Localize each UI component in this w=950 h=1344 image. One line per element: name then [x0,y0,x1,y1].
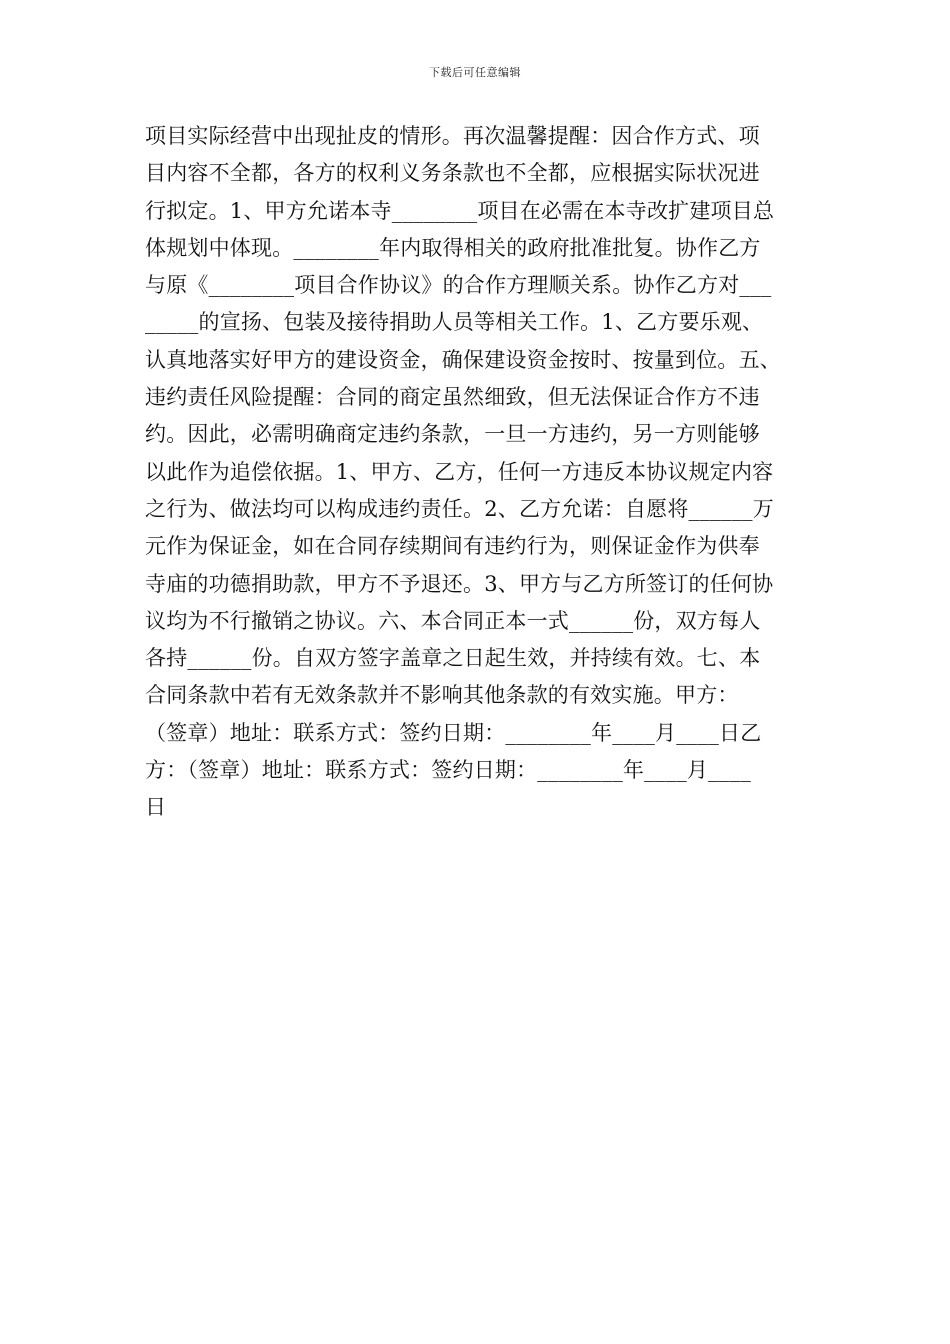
body-line: 项目实际经营中出现扯皮的情形。再次温馨提醒：因合作方式、项 [145,124,760,148]
body-line: 合同条款中若有无效条款并不影响其他条款的有效实施。甲方： [145,683,739,708]
body-line: 以此作为追偿依据。1、甲方、乙方，任何一方违反本协议规定内容 [145,459,774,484]
body-line: 日 [145,795,167,820]
document-body [145,118,825,827]
body-line: _____的宣扬、包装及接待捐助人员等相关工作。1、乙方要乐观、 [145,310,764,335]
body-line: 违约责任风险提醒：合同的商定虽然细致，但无法保证合作方不违 [145,385,760,410]
body-line: 约。因此，必需明确商定违约条款，一旦一方违约，另一方则能够 [145,422,760,447]
body-line: 目内容不全都，各方的权利义务条款也不全都，应根据实际状况进 [145,161,760,186]
body-line: 认真地落实好甲方的建设资金，确保建设资金按时、按量到位。五、 [145,347,781,372]
body-line: 寺庙的功德捐助款，甲方不予退还。3、甲方与乙方所签订的任何协 [145,571,774,596]
body-line: 之行为、做法均可以构成违约责任。2、乙方允诺：自愿将______万 [145,496,774,521]
body-line: 与原《________项目合作协议》的合作方理顺关系。协作乙方对___ [145,273,772,298]
body-line: 方：（签章）地址：联系方式：签约日期：________年____月____ [145,758,751,783]
body-line: 议均为不行撤销之协议。六、本合同正本一式______份，双方每人 [145,608,761,633]
body-line: 体规划中体现。________年内取得相关的政府批准批复。协作乙方 [145,235,761,260]
body-line: （签章）地址：联系方式：签约日期：________年____月____日乙 [145,720,762,745]
body-line: 行拟定。1、甲方允诺本寺________项目在必需在本寺改扩建项目总 [145,198,775,223]
page-header: 下载后可任意编辑 [429,66,521,79]
body-line: 元作为保证金，如在合同存续期间有违约行为，则保证金作为供奉 [145,534,760,559]
body-line: 各持______份。自双方签字盖章之日起生效，并持续有效。七、本 [145,646,761,671]
